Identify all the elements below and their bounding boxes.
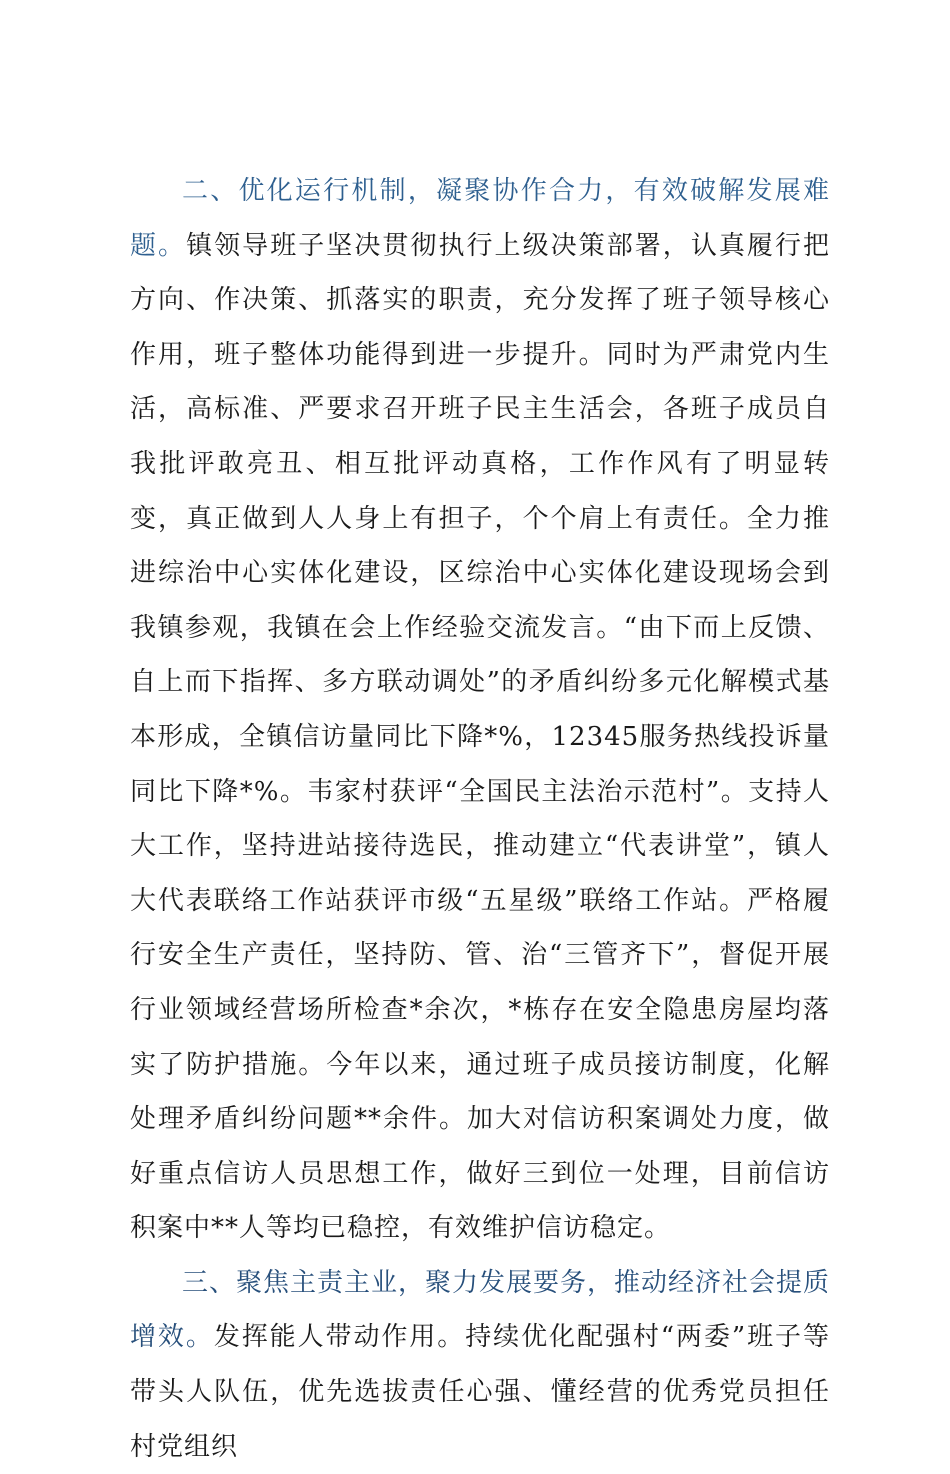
section-3-heading: 三、聚焦主责主业，聚力发展要务，推动经济社会提质增效。	[130, 1267, 831, 1353]
document-body	[130, 164, 830, 1474]
section-2-body: 镇领导班子坚决贯彻执行上级决策部署，认真履行把方向、作决策、抓落实的职责，充分发挥了班子领导核心作用，班子整体功能得到进一步提升。同时为严肃党内生活，高标准、严要求召开班子民主生活会，各班子成员自我批评敢亮丑、相互批评动真格，工作作风有了明显转变，真正做到人人身上有担子，个个肩上有责任。全力推进综治中心实体化建设，区综治中心实体化建设现场会到我镇参观，我镇在会上作经验交流发言。“由下而上反馈、自上而下指挥、多方联动调处”的矛盾纠纷多元化解模式基本形成，全镇信访量同比下降*%，12345服务热线投诉量同比下降*%。韦家村获评“全国民主法治示范村”。支持人大工作，坚持进站接待选民，推动建立“代表讲堂”，镇人大代表联络工作站获评市级“五星级”联络工作站。严格履行安全生产责任，坚持防、管、治“三管齐下”，督促开展行业领域经营场所检查*余次，*栋存在安全隐患房屋均落实了防护措施。今年以来，通过班子成员接访制度，化解处理矛盾纠纷问题**余件。加大对信访积案调处力度，做好重点信访人员思想工作，做好三到位一处理，目前信访积案中**人等均已稳控，有效维护信访稳定。	[130, 230, 830, 1244]
paragraph-section-3	[130, 1256, 830, 1474]
paragraph-section-2	[130, 164, 830, 1256]
section-2-heading: 二、优化运行机制，凝聚协作合力，有效破解发展难题。	[130, 176, 830, 261]
section-3-body: 发挥能人带动作用。持续优化配强村“两委”班子等带头人队伍，优先选拔责任心强、懂经营的优秀党员担任村党组织	[130, 1322, 830, 1462]
